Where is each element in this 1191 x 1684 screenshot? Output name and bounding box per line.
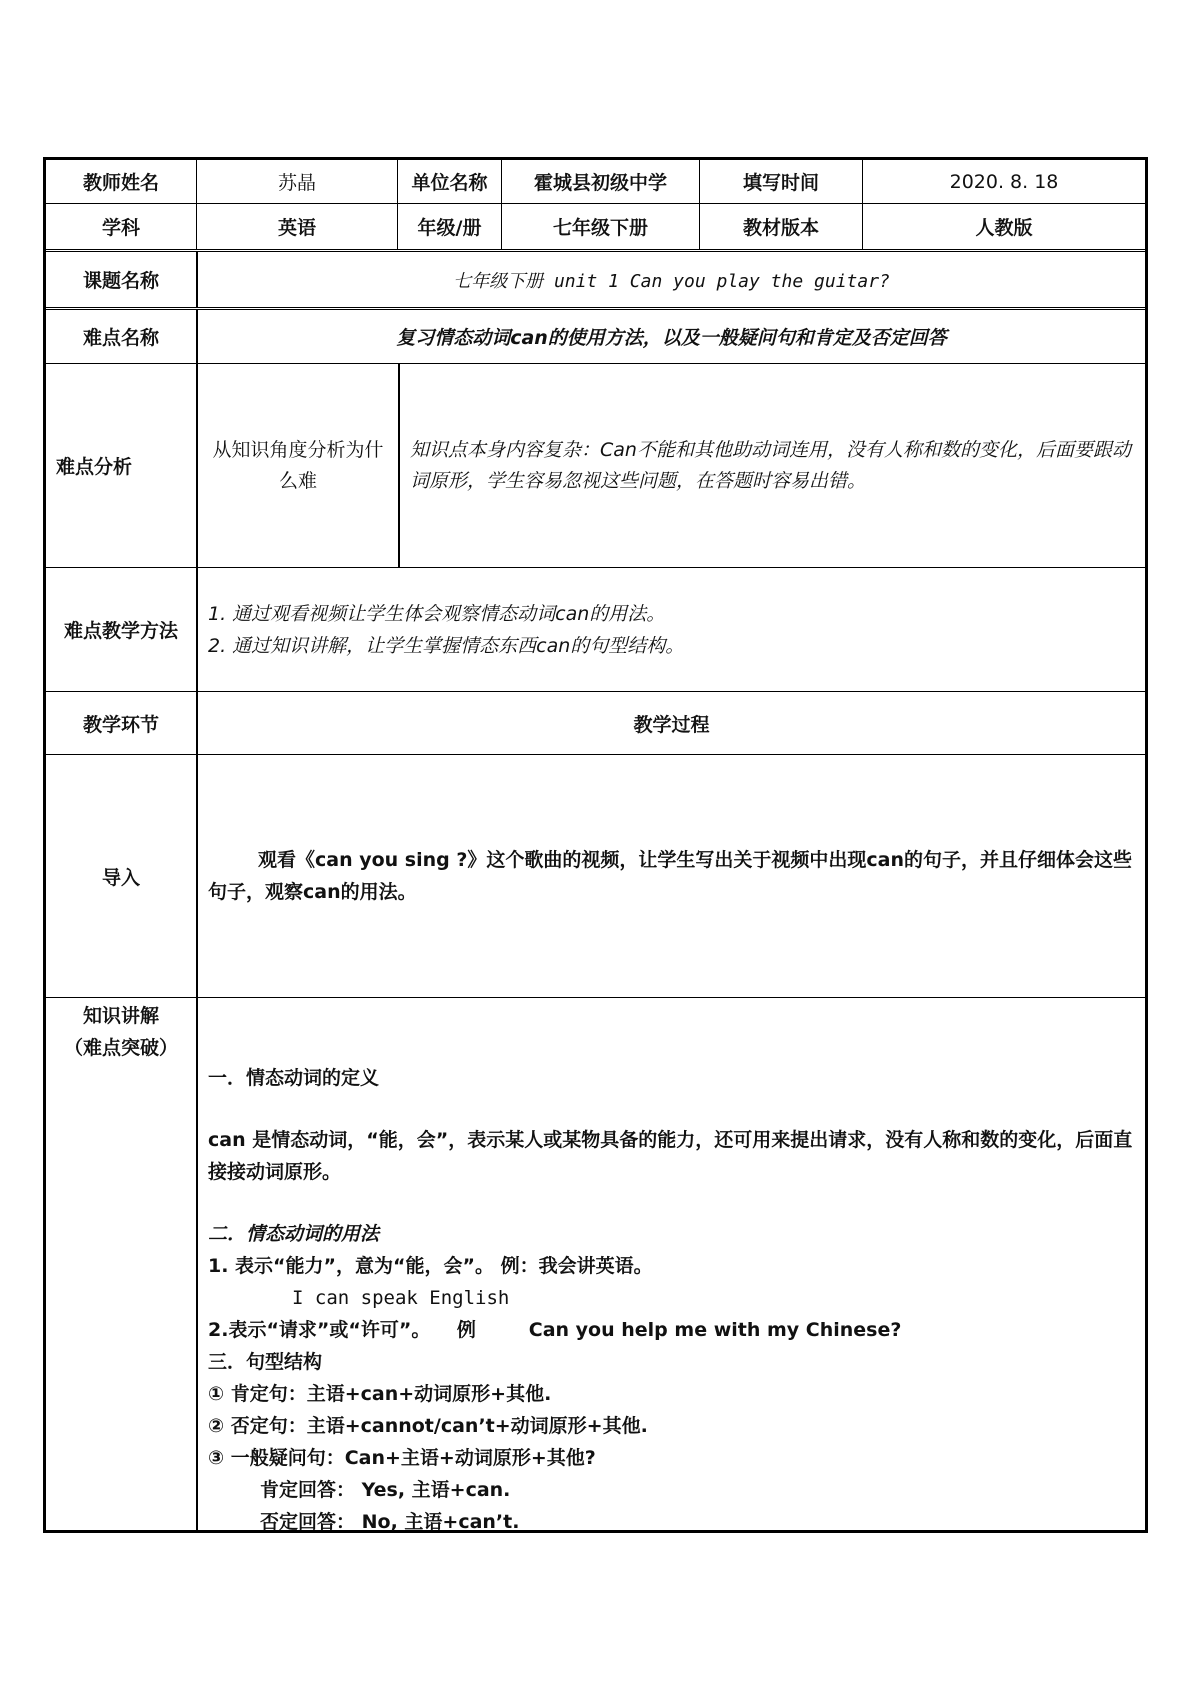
date-label: 填写时间 xyxy=(699,160,862,203)
subject-value: 英语 xyxy=(196,204,397,249)
intro-label: 导入 xyxy=(101,866,140,889)
answer-no: 否定回答： No, 主语+can’t. xyxy=(260,1511,520,1533)
structure-negative: ② 否定句：主语+cannot/can’t+动词原形+其他. xyxy=(208,1415,648,1437)
methods-row xyxy=(46,567,1145,691)
section2-title: 二．情态动词的用法 xyxy=(208,1223,380,1245)
stage-label: 教学环节 xyxy=(82,713,159,736)
difficulty-row xyxy=(46,307,1145,363)
knowledge-row xyxy=(46,997,1145,1533)
method-item: 1. 通过观看视频让学生体会观察情态动词can的用法。 xyxy=(208,602,666,625)
topic-label: 课题名称 xyxy=(82,270,159,292)
edition-value: 人教版 xyxy=(862,204,1145,249)
analysis-sublabel: 从知识角度分析为什么难 xyxy=(196,364,398,567)
header-row-1 xyxy=(46,160,1145,203)
section1-title: 一．情态动词的定义 xyxy=(208,1067,380,1089)
knowledge-content xyxy=(196,998,1145,1533)
knowledge-label-cell xyxy=(46,998,196,1530)
usage-1: 1. 表示“能力”，意为“能，会”。 例：我会讲英语。 xyxy=(208,1255,653,1277)
intro-cell xyxy=(196,755,1145,997)
header-row-2 xyxy=(46,203,1145,249)
answer-yes: 肯定回答： Yes, 主语+can. xyxy=(260,1479,511,1501)
structure-question: ③ 一般疑问句：Can+主语+动词原形+其他? xyxy=(208,1447,596,1469)
process-label: 教学过程 xyxy=(196,692,1145,754)
date-value: 2020. 8. 18 xyxy=(862,160,1145,203)
analysis-label: 难点分析 xyxy=(56,456,133,478)
knowledge-label: 知识讲解 xyxy=(82,1005,159,1027)
grade-value: 七年级下册 xyxy=(501,204,699,249)
difficulty-value: 复习情态动词can的使用方法，以及一般疑问句和肯定及否定回答 xyxy=(196,310,1145,363)
methods-list xyxy=(196,568,1145,691)
unit-label: 单位名称 xyxy=(397,160,501,203)
knowledge-sublabel: （难点突破） xyxy=(63,1037,178,1059)
section3-title: 三．句型结构 xyxy=(208,1351,323,1373)
usage-2: 2.表示“请求”或“许可”。 例 Can you help me with my Chinese? xyxy=(208,1319,902,1341)
grade-label: 年级/册 xyxy=(397,204,501,249)
methods-label: 难点教学方法 xyxy=(63,620,178,642)
section1-text: can 是情态动词，“能，会”，表示某人或某物具备的能力，还可用来提出请求，没有人称和数的变化，后面直接接动词原形。 xyxy=(208,1129,1133,1183)
topic-row xyxy=(46,249,1145,307)
analysis-text: 知识点本身内容复杂：Can不能和其他助动词连用，没有人称和数的变化，后面要跟动词原形，学生容易忽视这些问题，在答题时容易出错。 xyxy=(398,364,1145,567)
structure-affirmative: ① 肯定句：主语+can+动词原形+其他. xyxy=(208,1383,552,1405)
lesson-plan-table xyxy=(43,157,1148,1533)
teacher-label: 教师姓名 xyxy=(82,172,159,194)
usage-1-example: I can speak English xyxy=(292,1287,510,1309)
method-item: 2. 通过知识讲解，让学生掌握情态东西can的句型结构。 xyxy=(208,634,685,657)
intro-text: 观看《can you sing ?》这个歌曲的视频，让学生写出关于视频中出现can的句子，并且仔细体会这些句子，观察can的用法。 xyxy=(208,849,1133,903)
intro-row xyxy=(46,754,1145,997)
difficulty-label: 难点名称 xyxy=(82,327,159,349)
unit-value: 霍城县初级中学 xyxy=(501,160,699,203)
teacher-value: 苏晶 xyxy=(196,160,397,203)
edition-label: 教材版本 xyxy=(699,204,862,249)
process-header-row xyxy=(46,691,1145,754)
analysis-row xyxy=(46,363,1145,567)
topic-value: 七年级下册 unit 1 Can you play the guitar? xyxy=(196,252,1145,307)
subject-label: 学科 xyxy=(101,217,140,239)
